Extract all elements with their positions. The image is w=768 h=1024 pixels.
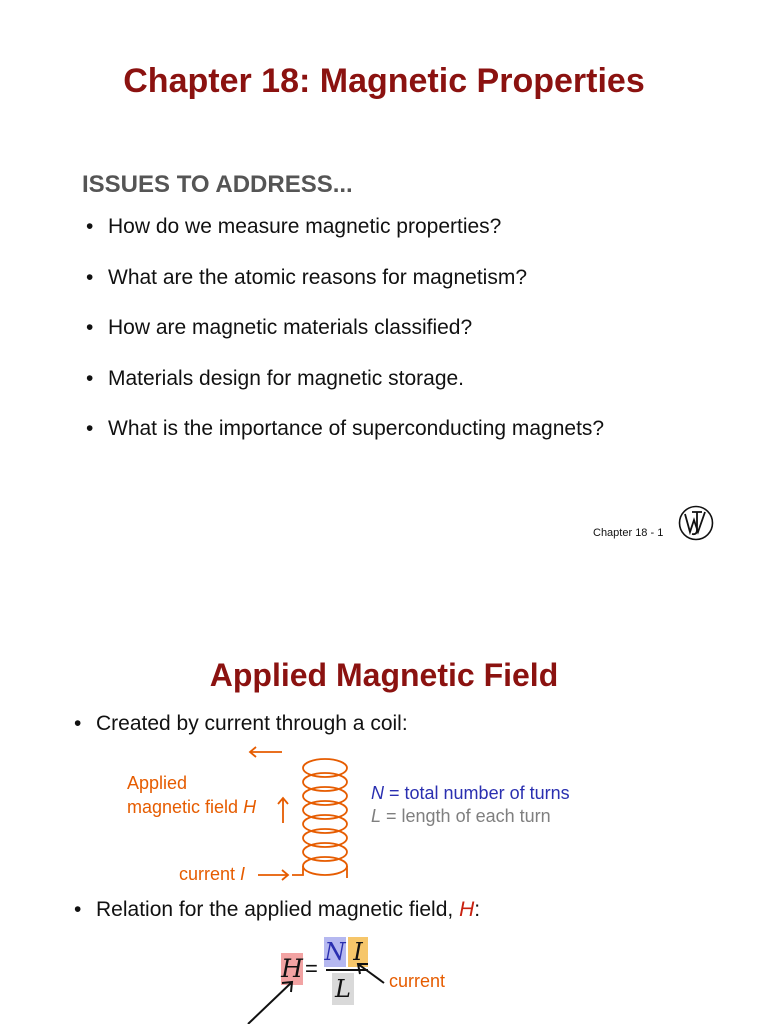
applied-label-var: H — [243, 797, 257, 817]
current-label-text: current — [179, 864, 241, 884]
slide1-title: Chapter 18: Magnetic Properties — [123, 62, 645, 100]
arrow-to-i — [358, 964, 384, 983]
formula-arrows — [230, 955, 390, 1024]
n-def-text: = total number of turns — [384, 783, 570, 803]
bullet-text: Materials design for magnetic storage. — [108, 366, 465, 390]
issues-list — [86, 212, 604, 465]
applied-label-line1: Applied — [127, 773, 188, 793]
bullet-text: How do we measure magnetic properties? — [108, 215, 502, 238]
arrow-to-h — [248, 982, 292, 1024]
bullet-text: What are the atomic reasons for magnetism? — [108, 265, 528, 289]
bullet-relation-suffix: : — [474, 898, 481, 921]
applied-field-label — [127, 771, 256, 819]
slide2-title: Applied Magnetic Field — [209, 657, 559, 693]
bullet-relation: • Relation for the applied magnetic field, H: — [74, 898, 481, 921]
bullet-created: • Created by current through a coil: — [74, 712, 408, 735]
l-definition — [371, 806, 551, 827]
formula-i: I — [348, 937, 368, 967]
l-def-var: L — [371, 806, 382, 826]
coil-diagram — [240, 738, 370, 888]
issues-heading: ISSUES TO ADDRESS... — [82, 171, 353, 198]
bullet-text: What is the importance of superconducting magnets? — [108, 417, 605, 440]
bullet-created-text: Created by current through a coil: — [96, 712, 408, 735]
bullet-relation-text: Relation for the applied magnetic field, — [96, 898, 460, 921]
list-item: • What are the atomic reasons for magnetism? — [86, 265, 528, 289]
list-item: • What is the importance of superconducting magnets? — [86, 417, 605, 440]
formula-equals: = — [305, 956, 318, 981]
list-item: • Materials design for magnetic storage. — [86, 366, 465, 390]
l-def-text: = length of each turn — [381, 806, 551, 826]
list-item: • How are magnetic materials classified? — [86, 316, 473, 339]
current-label — [179, 864, 245, 885]
slide-number: Chapter 18 - 1 — [593, 527, 664, 539]
current-var: I — [240, 864, 246, 884]
formula-h: H — [281, 954, 303, 983]
n-definition — [371, 783, 570, 804]
bullet-relation-var: H — [459, 898, 475, 921]
formula-current-label: current — [389, 971, 446, 991]
wiley-logo-icon — [678, 504, 714, 542]
applied-label-line2: magnetic field — [127, 797, 244, 817]
n-def-var: N — [371, 783, 384, 803]
bullet-text: How are magnetic materials classified? — [108, 316, 473, 339]
formula-n: N — [324, 938, 346, 966]
list-item: • How do we measure magnetic properties? — [86, 215, 502, 238]
formula-l: L — [332, 973, 354, 1005]
